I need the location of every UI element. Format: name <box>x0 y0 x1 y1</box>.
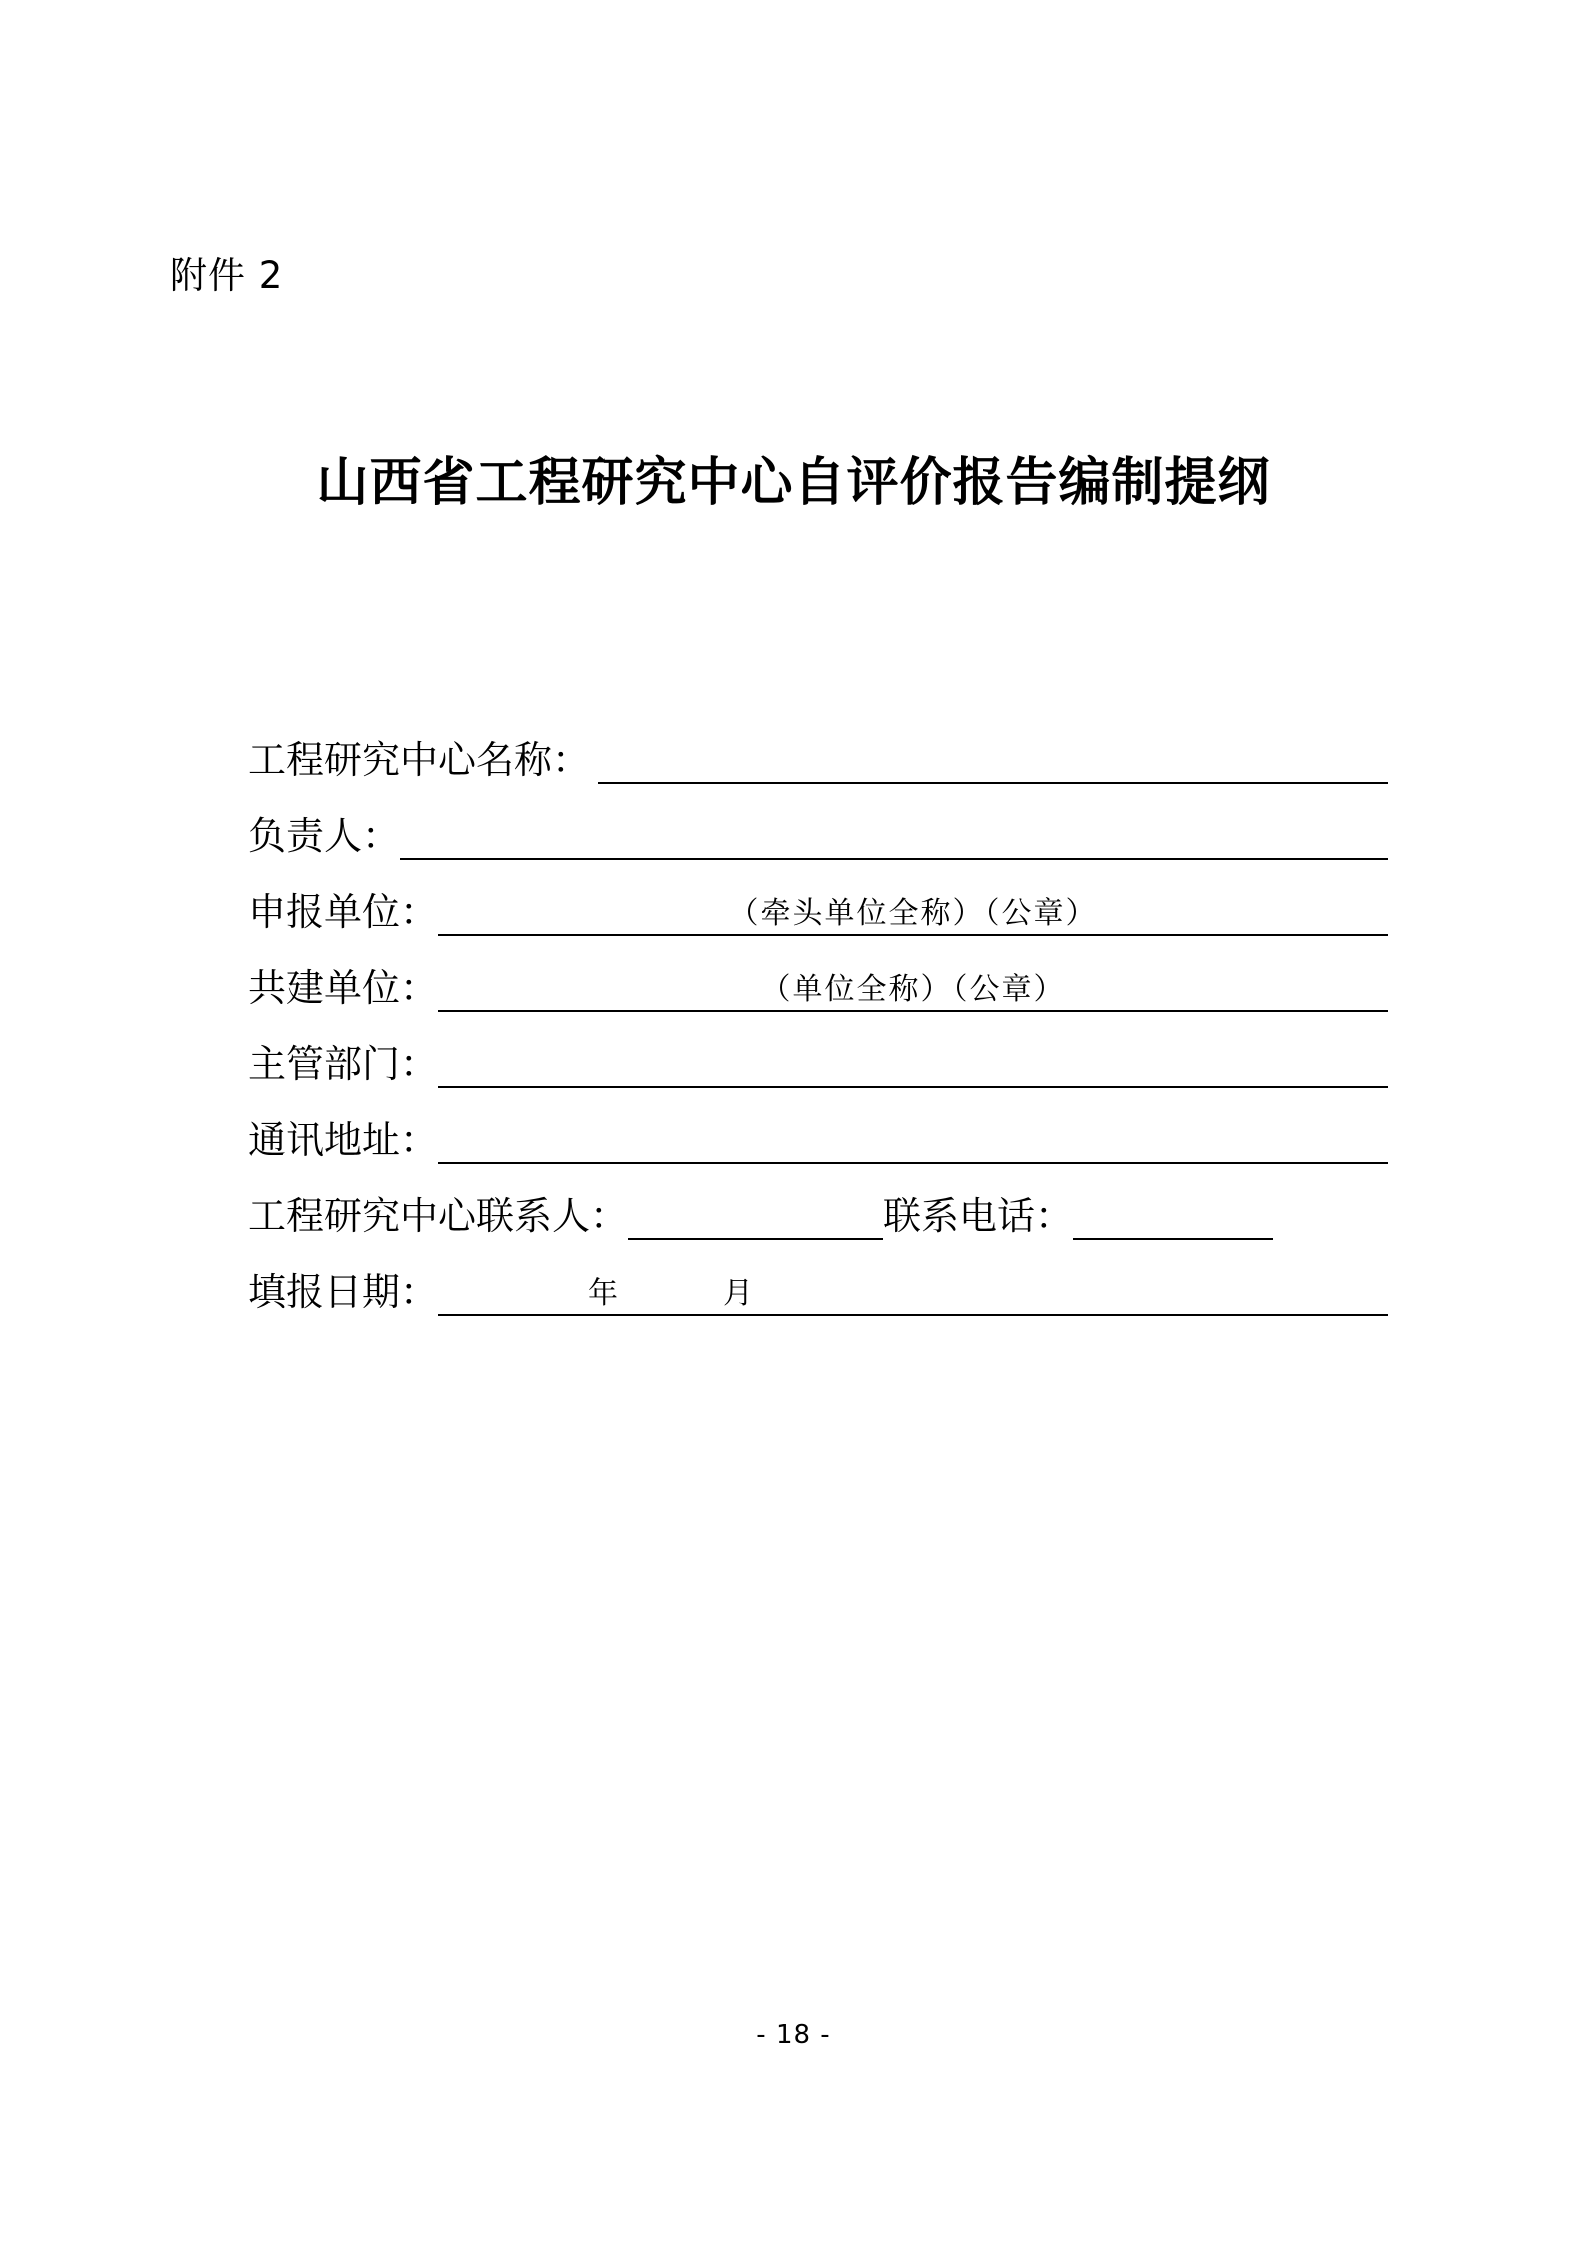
field-label-mailing-address: 通讯地址： <box>248 1120 439 1162</box>
form-row-contact <box>248 1186 1388 1240</box>
field-label-center-name: 工程研究中心名称： <box>248 740 591 782</box>
fill-line-applicant-unit[interactable] <box>438 890 1388 936</box>
date-month-marker: 月 <box>723 1276 754 1311</box>
fill-note-applicant-unit: （牵头单位全称）（公章） <box>728 896 1098 931</box>
form-row-center-name <box>248 730 1388 784</box>
page-title: 山西省工程研究中心自评价报告编制提纲 <box>316 453 1271 513</box>
fill-line-contact-phone[interactable] <box>1073 1194 1273 1240</box>
fill-line-contact-person[interactable] <box>628 1194 883 1240</box>
fill-line-mailing-address[interactable] <box>438 1118 1388 1164</box>
fill-line-fill-date[interactable] <box>438 1270 1388 1316</box>
field-label-applicant-unit: 申报单位： <box>248 892 439 934</box>
fill-note-joint-unit: （单位全称）（公章） <box>760 972 1066 1007</box>
date-year-marker: 年 <box>588 1276 619 1311</box>
field-label-contact-person: 工程研究中心联系人： <box>248 1196 629 1238</box>
field-label-joint-unit: 共建单位： <box>248 968 439 1010</box>
field-label-fill-date: 填报日期： <box>248 1272 439 1314</box>
form-row-fill-date <box>248 1262 1388 1316</box>
field-label-contact-phone: 联系电话： <box>883 1196 1074 1238</box>
page-number: - 18 - <box>756 2020 831 2050</box>
form-row-joint-unit <box>248 958 1388 1012</box>
form-fields <box>248 730 1388 1338</box>
form-row-supervising-department <box>248 1034 1388 1088</box>
form-row-mailing-address <box>248 1110 1388 1164</box>
field-label-supervising-department: 主管部门： <box>248 1044 439 1086</box>
fill-line-leader[interactable] <box>400 814 1388 860</box>
form-row-applicant-unit <box>248 882 1388 936</box>
form-row-leader <box>248 806 1388 860</box>
attachment-label: 附件 2 <box>170 254 284 297</box>
fill-line-center-name[interactable] <box>598 738 1388 784</box>
fill-line-supervising-department[interactable] <box>438 1042 1388 1088</box>
field-label-leader: 负责人： <box>248 816 401 858</box>
fill-line-joint-unit[interactable] <box>438 966 1388 1012</box>
